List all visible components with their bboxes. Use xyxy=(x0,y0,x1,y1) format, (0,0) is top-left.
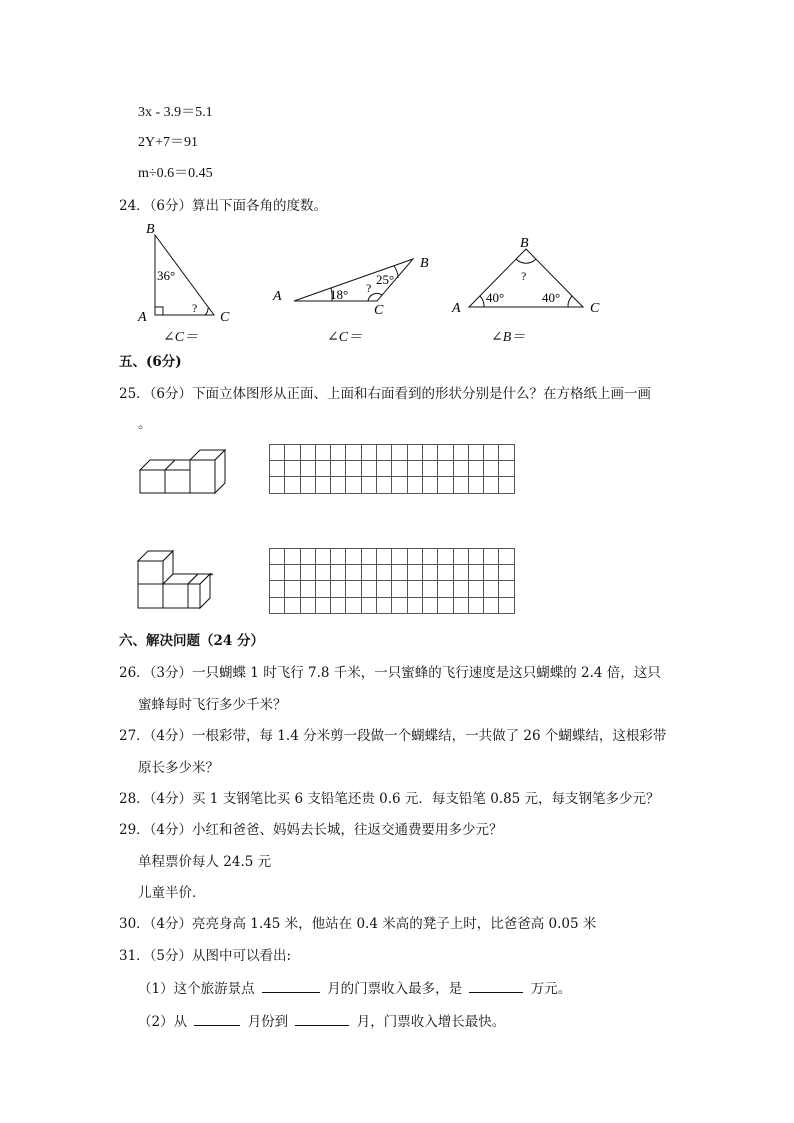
tri2-angle-a: 18° xyxy=(330,287,349,302)
tri1-angle-c: ? xyxy=(192,301,198,315)
grid-cell[interactable] xyxy=(407,461,422,477)
tri2-angle-b: 25° xyxy=(376,272,395,287)
q26-line1: 26．（3分）一只蝴蝶 1 时飞行 7.8 千米，一只蜜蜂的飞行速度是这只蝴蝶的 2.4 倍，这只 xyxy=(119,665,661,681)
grid-cell[interactable] xyxy=(315,477,330,493)
tri2-label-b: B xyxy=(420,256,429,271)
grid-cell[interactable] xyxy=(346,445,361,461)
tri2-angle-c: ? xyxy=(366,281,372,295)
grid-cell[interactable] xyxy=(499,581,514,597)
grid-cell[interactable] xyxy=(346,477,361,493)
q30: 30．（4分）亮亮身高 1.45 米，他站在 0.4 米高的凳子上时，比爸爸高 0.05 米 xyxy=(119,916,597,932)
grid-cell[interactable] xyxy=(346,565,361,581)
grid-cell[interactable] xyxy=(422,445,437,461)
grid-cell[interactable] xyxy=(285,477,300,493)
q27-line2: 原长多少米？ xyxy=(138,760,219,776)
section-6-title: 六、解决问题（24 分） xyxy=(119,633,264,649)
grid-cell[interactable] xyxy=(377,445,392,461)
answer-grid-2[interactable] xyxy=(269,548,515,614)
grid-cell[interactable] xyxy=(499,477,514,493)
grid-cell[interactable] xyxy=(361,581,376,597)
grid-cell[interactable] xyxy=(484,477,499,493)
q31-part2 xyxy=(138,1011,505,1031)
tri3-angle-b: ? xyxy=(521,269,527,283)
q31-p2-blank1[interactable] xyxy=(194,1011,240,1026)
grid-cell[interactable] xyxy=(361,565,376,581)
grid-cell[interactable] xyxy=(484,445,499,461)
grid-cell[interactable] xyxy=(453,445,468,461)
grid-cell[interactable] xyxy=(331,445,346,461)
grid-cell[interactable] xyxy=(315,461,330,477)
grid-cell[interactable] xyxy=(422,461,437,477)
grid-cell[interactable] xyxy=(377,461,392,477)
grid-cell[interactable] xyxy=(438,597,453,613)
grid-cell[interactable] xyxy=(392,597,407,613)
q25-line1: 25．（6分）下面立体图形从正面、上面和右面看到的形状分别是什么？在方格纸上画一画 xyxy=(119,386,652,402)
grid-cell[interactable] xyxy=(331,597,346,613)
grid-cell[interactable] xyxy=(285,549,300,565)
q31-p2-text3: 月，门票收入增长最快。 xyxy=(356,1014,506,1030)
answer-grid-1[interactable] xyxy=(269,444,515,494)
grid-cell[interactable] xyxy=(453,565,468,581)
grid-cell[interactable] xyxy=(453,581,468,597)
grid-cell[interactable] xyxy=(392,477,407,493)
grid-cell[interactable] xyxy=(346,461,361,477)
grid-cell[interactable] xyxy=(392,461,407,477)
q31-header: 31．（5分）从图中可以看出: xyxy=(119,948,292,964)
grid-cell[interactable] xyxy=(392,581,407,597)
grid-cell[interactable] xyxy=(499,549,514,565)
grid-cell[interactable] xyxy=(377,581,392,597)
grid-cell[interactable] xyxy=(346,581,361,597)
q31-p2-blank2[interactable] xyxy=(295,1011,349,1026)
grid-cell[interactable] xyxy=(484,597,499,613)
grid-cell[interactable] xyxy=(407,597,422,613)
q31-p1-text2: 月的门票收入最多，是 xyxy=(327,981,463,997)
grid-cell[interactable] xyxy=(453,477,468,493)
grid-cell[interactable] xyxy=(468,581,483,597)
grid-cell[interactable] xyxy=(285,581,300,597)
q29-line3: 儿童半价． xyxy=(138,885,206,901)
q27-line1: 27．（4分）一根彩带，每 1.4 分米剪一段做一个蝴蝶结，一共做了 26 个蝴蝶结，这根彩带 xyxy=(119,728,667,744)
tri3-label-a: A xyxy=(452,301,461,316)
grid-cell[interactable] xyxy=(468,477,483,493)
grid-cell[interactable] xyxy=(407,549,422,565)
cube-figure-1 xyxy=(135,448,235,498)
grid-cell[interactable] xyxy=(285,597,300,613)
grid-cell[interactable] xyxy=(300,565,315,581)
grid-cell[interactable] xyxy=(346,549,361,565)
grid-cell[interactable] xyxy=(499,597,514,613)
triangle-3 xyxy=(451,236,600,316)
grid-cell[interactable] xyxy=(331,565,346,581)
grid-cell[interactable] xyxy=(315,549,330,565)
grid-cell[interactable] xyxy=(468,445,483,461)
grid-cell[interactable] xyxy=(438,461,453,477)
grid-cell[interactable] xyxy=(407,565,422,581)
grid-cell[interactable] xyxy=(499,565,514,581)
grid-cell[interactable] xyxy=(285,445,300,461)
grid-cell[interactable] xyxy=(468,565,483,581)
grid-cell[interactable] xyxy=(331,477,346,493)
q25-line2: 。 xyxy=(138,416,152,432)
grid-cell[interactable] xyxy=(468,461,483,477)
q31-p2-text1: （2）从 xyxy=(138,1014,188,1030)
grid-cell[interactable] xyxy=(285,461,300,477)
q31-p1-text3: 万元。 xyxy=(530,981,572,997)
grid-cell[interactable] xyxy=(331,461,346,477)
grid-cell[interactable] xyxy=(377,597,392,613)
grid-cell[interactable] xyxy=(438,581,453,597)
grid-cell[interactable] xyxy=(484,581,499,597)
grid-cell[interactable] xyxy=(468,597,483,613)
grid-cell[interactable] xyxy=(361,549,376,565)
grid-cell[interactable] xyxy=(315,581,330,597)
q29-line1: 29．（4分）小红和爸爸、妈妈去长城，往返交通费要用多少元？ xyxy=(119,822,503,838)
grid-cell[interactable] xyxy=(315,597,330,613)
triangle-1 xyxy=(137,222,230,325)
grid-cell[interactable] xyxy=(285,565,300,581)
grid-cell[interactable] xyxy=(346,597,361,613)
tri3-angle-a: 40° xyxy=(486,290,505,305)
q29-line2: 单程票价每人 24.5 元 xyxy=(138,854,272,870)
grid-cell[interactable] xyxy=(438,477,453,493)
section-5-title: 五、(6分) xyxy=(119,354,182,370)
grid-cell[interactable] xyxy=(407,445,422,461)
grid-cell[interactable] xyxy=(438,549,453,565)
tri3-label-b: B xyxy=(520,236,529,251)
grid-cell[interactable] xyxy=(407,581,422,597)
grid-cell[interactable] xyxy=(438,565,453,581)
cube-figure-2 xyxy=(135,546,220,612)
q31-p1-blank2[interactable] xyxy=(469,978,523,993)
tri1-answer: ∠C＝ xyxy=(163,330,199,345)
grid-cell[interactable] xyxy=(422,477,437,493)
grid-cell[interactable] xyxy=(377,565,392,581)
grid-cell[interactable] xyxy=(392,565,407,581)
grid-cell[interactable] xyxy=(270,549,285,565)
grid-cell[interactable] xyxy=(392,549,407,565)
q31-p1-text1: （1）这个旅游景点 xyxy=(138,981,255,997)
grid-cell[interactable] xyxy=(468,549,483,565)
equation-2: 2Y+7＝91 xyxy=(138,135,199,150)
q24-triangles xyxy=(130,218,610,348)
q28: 28．（4分）买 1 支钢笔比买 6 支铅笔还贵 0.6 元．每支铅笔 0.85 元，每支钢笔多少元？ xyxy=(119,791,660,807)
grid-cell[interactable] xyxy=(438,445,453,461)
grid-cell[interactable] xyxy=(484,549,499,565)
grid-cell[interactable] xyxy=(300,445,315,461)
grid-cell[interactable] xyxy=(392,445,407,461)
grid-cell[interactable] xyxy=(499,445,514,461)
grid-cell[interactable] xyxy=(300,549,315,565)
grid-cell[interactable] xyxy=(361,597,376,613)
tri2-label-c: C xyxy=(374,303,384,318)
equation-1: 3x - 3.9＝5.1 xyxy=(138,105,213,120)
tri2-answer: ∠C＝ xyxy=(327,330,363,345)
tri3-angle-c: 40° xyxy=(542,290,561,305)
grid-cell[interactable] xyxy=(422,565,437,581)
grid-cell[interactable] xyxy=(453,549,468,565)
q31-part1 xyxy=(138,978,571,998)
grid-cell[interactable] xyxy=(422,549,437,565)
q26-line2: 蜜蜂每时飞行多少千米？ xyxy=(138,697,287,713)
grid-cell[interactable] xyxy=(407,477,422,493)
tri3-answer: ∠B＝ xyxy=(491,330,526,345)
tri2-label-a: A xyxy=(273,289,282,304)
grid-cell[interactable] xyxy=(331,581,346,597)
q31-p1-blank1[interactable] xyxy=(262,978,320,993)
grid-cell[interactable] xyxy=(300,477,315,493)
equation-3: m÷0.6＝0.45 xyxy=(138,166,213,181)
grid-cell[interactable] xyxy=(300,597,315,613)
grid-cell[interactable] xyxy=(453,597,468,613)
grid-cell[interactable] xyxy=(270,477,285,493)
q31-p2-text2: 月份到 xyxy=(247,1014,289,1030)
grid-cell[interactable] xyxy=(422,581,437,597)
grid-cell[interactable] xyxy=(270,445,285,461)
triangle-2 xyxy=(272,256,429,318)
grid-cell[interactable] xyxy=(315,565,330,581)
grid-cell[interactable] xyxy=(270,461,285,477)
grid-cell[interactable] xyxy=(422,597,437,613)
grid-cell[interactable] xyxy=(377,549,392,565)
grid-cell[interactable] xyxy=(315,445,330,461)
grid-cell[interactable] xyxy=(270,581,285,597)
grid-cell[interactable] xyxy=(484,565,499,581)
tri3-label-c: C xyxy=(590,301,600,316)
tri1-label-c: C xyxy=(220,310,230,325)
grid-cell[interactable] xyxy=(300,581,315,597)
grid-cell[interactable] xyxy=(499,461,514,477)
grid-cell[interactable] xyxy=(453,461,468,477)
grid-cell[interactable] xyxy=(361,445,376,461)
grid-cell[interactable] xyxy=(300,461,315,477)
grid-cell[interactable] xyxy=(361,461,376,477)
grid-cell[interactable] xyxy=(361,477,376,493)
tri1-label-a: A xyxy=(138,310,147,325)
grid-cell[interactable] xyxy=(377,477,392,493)
q24-header: 24．（6分）算出下面各角的度数。 xyxy=(119,198,328,214)
grid-cell[interactable] xyxy=(270,565,285,581)
tri1-label-b: B xyxy=(146,222,155,237)
tri1-angle-b: 36° xyxy=(157,268,176,283)
grid-cell[interactable] xyxy=(331,549,346,565)
grid-cell[interactable] xyxy=(270,597,285,613)
grid-cell[interactable] xyxy=(484,461,499,477)
